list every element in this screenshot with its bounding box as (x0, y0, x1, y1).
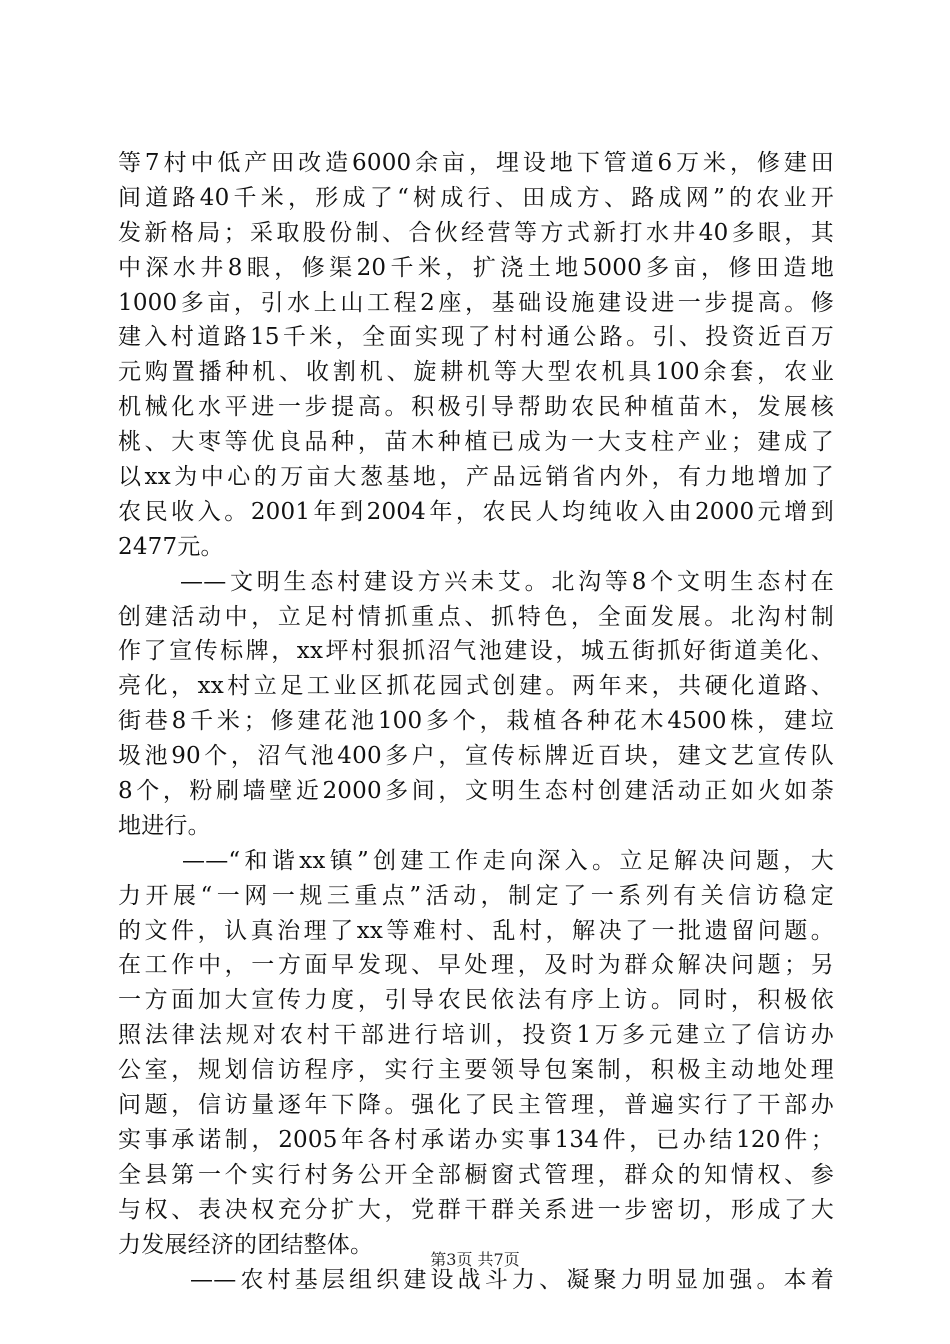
text-line: 间道路40千米，形成了“树成行、田成方、路成网”的农业开 (118, 184, 834, 211)
text-line: 实事承诺制，2005年各村承诺办实事134件，已办结120件； (118, 1126, 834, 1153)
page-number-footer: 第3页 共7页 (430, 1250, 520, 1269)
paragraph-start-line: ——文明生态村建设方兴未艾。北沟等8个文明生态村在 (180, 568, 834, 595)
text-line: 力发展经济的团结整体。 (118, 1231, 374, 1258)
paragraph-start-line: ——农村基层组织建设战斗力、凝聚力明显加强。本着 (190, 1266, 834, 1293)
text-line: 元购置播种机、收割机、旋耕机等大型农机具100余套，农业 (118, 359, 834, 386)
text-line: 桃、大枣等优良品种，苗木种植已成为一大支柱产业；建成了 (118, 429, 834, 456)
text-line: 以xx为中心的万亩大葱基地，产品远销省内外，有力地增加了 (118, 464, 834, 491)
text-line: 建入村道路15千米，全面实现了村村通公路。引、投资近百万 (118, 324, 834, 351)
text-line: 的文件，认真治理了xx等难村、乱村，解决了一批遗留问题。 (118, 917, 834, 944)
text-line: 街巷8千米；修建花池100多个，栽植各种花木4500株，建垃 (118, 708, 834, 735)
text-line: 中深水井8眼，修渠20千米，扩浇土地5000多亩，修田造地 (118, 254, 834, 281)
text-line: 发新格局；采取股份制、合伙经营等方式新打水井40多眼，其 (118, 219, 834, 246)
paragraph-start-line: ——“和谐xx镇”创建工作走向深入。立足解决问题，大 (182, 847, 834, 874)
text-line: 2477元。 (118, 533, 224, 560)
text-line: 机械化水平进一步提高。积极引导帮助农民种植苗木，发展核 (118, 394, 834, 421)
text-line: 作了宣传标牌，xx坪村狠抓沼气池建设，城五街抓好街道美化、 (118, 638, 834, 665)
text-line: 8个，粉刷墙壁近2000多间，文明生态村创建活动正如火如荼 (118, 778, 834, 805)
text-line: 力开展“一网一规三重点”活动，制定了一系列有关信访稳定 (118, 882, 834, 909)
text-line: 创建活动中，立足村情抓重点、抓特色，全面发展。北沟村制 (118, 603, 834, 630)
text-line: 照法律法规对农村干部进行培训，投资1万多元建立了信访办 (118, 1022, 834, 1049)
document-body (118, 146, 834, 1297)
text-line: 全县第一个实行村务公开全部橱窗式管理，群众的知情权、参 (118, 1161, 834, 1188)
text-line: 1000多亩，引水上山工程2座，基础设施建设进一步提高。修 (118, 289, 834, 316)
text-line: 农民收入。2001年到2004年，农民人均纯收入由2000元增到 (118, 498, 834, 525)
text-line: 一方面加大宣传力度，引导农民依法有序上访。同时，积极依 (118, 987, 834, 1014)
text-line: 地进行。 (118, 812, 211, 839)
text-line: 在工作中，一方面早发现、早处理，及时为群众解决问题；另 (118, 952, 834, 979)
text-line: 公室，规划信访程序，实行主要领导包案制，积极主动地处理 (118, 1057, 834, 1084)
text-line: 与权、表决权充分扩大，党群干群关系进一步密切，形成了大 (118, 1196, 834, 1223)
text-line: 亮化，xx村立足工业区抓花园式创建。两年来，共硬化道路、 (118, 673, 834, 700)
text-line: 等7村中低产田改造6000余亩，埋设地下管道6万米，修建田 (118, 150, 834, 176)
text-line: 问题，信访量逐年下降。强化了民主管理，普遍实行了干部办 (118, 1092, 834, 1119)
text-line: 圾池90个，沼气池400多户，宣传标牌近百块，建文艺宣传队 (118, 743, 834, 770)
